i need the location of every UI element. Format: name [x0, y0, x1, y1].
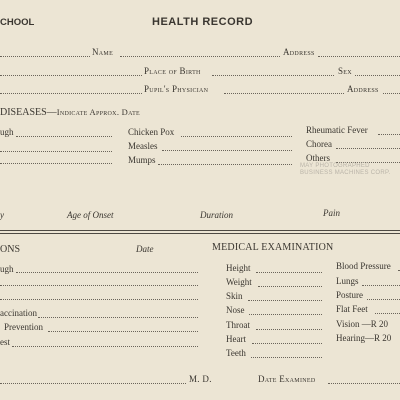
form-title: HEALTH RECORD: [152, 16, 254, 28]
immunization-vaccination-line[interactable]: [38, 317, 198, 318]
exam-throat-label: Throat: [226, 320, 250, 330]
header-age-of-onset: Age of Onset: [67, 210, 114, 220]
disease-whooping-cough-line[interactable]: [16, 136, 112, 137]
immunizations-date-label: Date: [136, 244, 154, 254]
disease-blank-line-2[interactable]: [0, 163, 112, 164]
exam-posture-line[interactable]: [367, 299, 400, 300]
disease-measles-label: Measles: [128, 141, 158, 151]
disease-rheumatic-fever-label: Rheumatic Fever: [306, 125, 368, 135]
stamp-line-2: BUSINESS MACHINES CORP.: [300, 169, 391, 176]
physician-field-line[interactable]: [224, 93, 344, 94]
immunization-whooping-cough-label: ugh: [0, 264, 14, 274]
stamp-line-1: MAY PHOTOGRAPHED: [300, 163, 370, 169]
name-field-line-left[interactable]: [0, 56, 90, 57]
name-field-line[interactable]: [120, 56, 280, 57]
parent-field-line[interactable]: [0, 93, 142, 94]
exam-posture-label: Posture: [336, 290, 363, 300]
diseases-heading: [0, 108, 140, 118]
sex-field-line[interactable]: [355, 75, 400, 76]
disease-whooping-cough-label: ugh: [0, 127, 14, 137]
place-of-birth-label: Place of Birth: [144, 66, 201, 76]
address-label: Address: [283, 47, 315, 57]
section-divider-bottom: [0, 233, 400, 234]
exam-teeth-line[interactable]: [251, 357, 322, 358]
disease-blank-line-1[interactable]: [0, 151, 112, 152]
disease-others-label: Others: [306, 153, 330, 163]
date-examined-label: Date Examined: [258, 374, 316, 384]
immunization-whooping-cough-line[interactable]: [16, 272, 198, 273]
exam-throat-line[interactable]: [256, 329, 322, 330]
disease-chorea-label: Chorea: [306, 139, 332, 149]
immunization-vaccination-label: accination: [0, 308, 37, 318]
exam-hearing-label: Hearing—R 20: [336, 333, 392, 343]
disease-chicken-pox-line[interactable]: [181, 136, 292, 137]
exam-lungs-line[interactable]: [362, 285, 400, 286]
exam-flat-feet-label: Flat Feet: [336, 304, 368, 314]
disease-mumps-label: Mumps: [128, 155, 156, 165]
diseases-subheading: Indicate Approx. Date: [56, 107, 141, 117]
name-label: Name: [92, 47, 114, 57]
exam-height-label: Height: [226, 263, 251, 273]
immunization-test-label: est: [0, 337, 10, 347]
diseases-heading-text: DISEASES—: [0, 107, 57, 118]
sex-label: Sex: [338, 66, 352, 76]
exam-nose-label: Nose: [226, 305, 245, 315]
disease-rheumatic-fever-line[interactable]: [378, 134, 400, 135]
header-pain: Pain: [323, 208, 340, 218]
disease-chorea-line[interactable]: [336, 148, 400, 149]
exam-teeth-label: Teeth: [226, 348, 246, 358]
date-examined-line[interactable]: [328, 383, 400, 384]
disease-chicken-pox-label: Chicken Pox: [128, 127, 175, 137]
school-label: CHOOL: [0, 17, 35, 28]
immunizations-heading: ONS: [0, 244, 21, 255]
address-field-line[interactable]: [318, 56, 400, 57]
disease-mumps-line[interactable]: [158, 164, 292, 165]
birthdate-field-line[interactable]: [0, 75, 142, 76]
exam-blood-pressure-label: Blood Pressure: [336, 261, 391, 271]
header-duration: Duration: [200, 210, 234, 220]
exam-lungs-label: Lungs: [336, 276, 359, 286]
physician-address-label: Address: [347, 84, 379, 94]
exam-weight-line[interactable]: [258, 286, 322, 287]
physician-address-field-line[interactable]: [383, 93, 400, 94]
exam-flat-feet-line[interactable]: [375, 313, 400, 314]
disease-measles-line[interactable]: [162, 150, 292, 151]
exam-skin-label: Skin: [226, 291, 243, 301]
immunization-blank-line-2[interactable]: [0, 299, 198, 300]
exam-nose-line[interactable]: [249, 314, 322, 315]
header-disability: y: [0, 210, 4, 220]
immunization-prevention-line[interactable]: [48, 331, 198, 332]
medical-examination-heading: MEDICAL EXAMINATION: [212, 242, 334, 253]
exam-vision-label: Vision —R 20: [336, 319, 388, 329]
exam-height-line[interactable]: [256, 272, 322, 273]
examiner-signature-line[interactable]: [0, 383, 186, 384]
section-divider-top: [0, 230, 400, 231]
immunization-test-line[interactable]: [12, 346, 198, 347]
faded-stamp: [300, 163, 390, 176]
md-label: M. D.: [189, 374, 212, 384]
immunization-blank-line-1[interactable]: [0, 285, 198, 286]
exam-heart-line[interactable]: [252, 343, 322, 344]
exam-heart-label: Heart: [226, 334, 246, 344]
physician-label: Pupil's Physician: [144, 84, 209, 94]
immunization-prevention-label: Prevention: [4, 322, 43, 332]
place-of-birth-field-line[interactable]: [212, 75, 334, 76]
exam-weight-label: Weight: [226, 277, 252, 287]
exam-skin-line[interactable]: [248, 300, 322, 301]
